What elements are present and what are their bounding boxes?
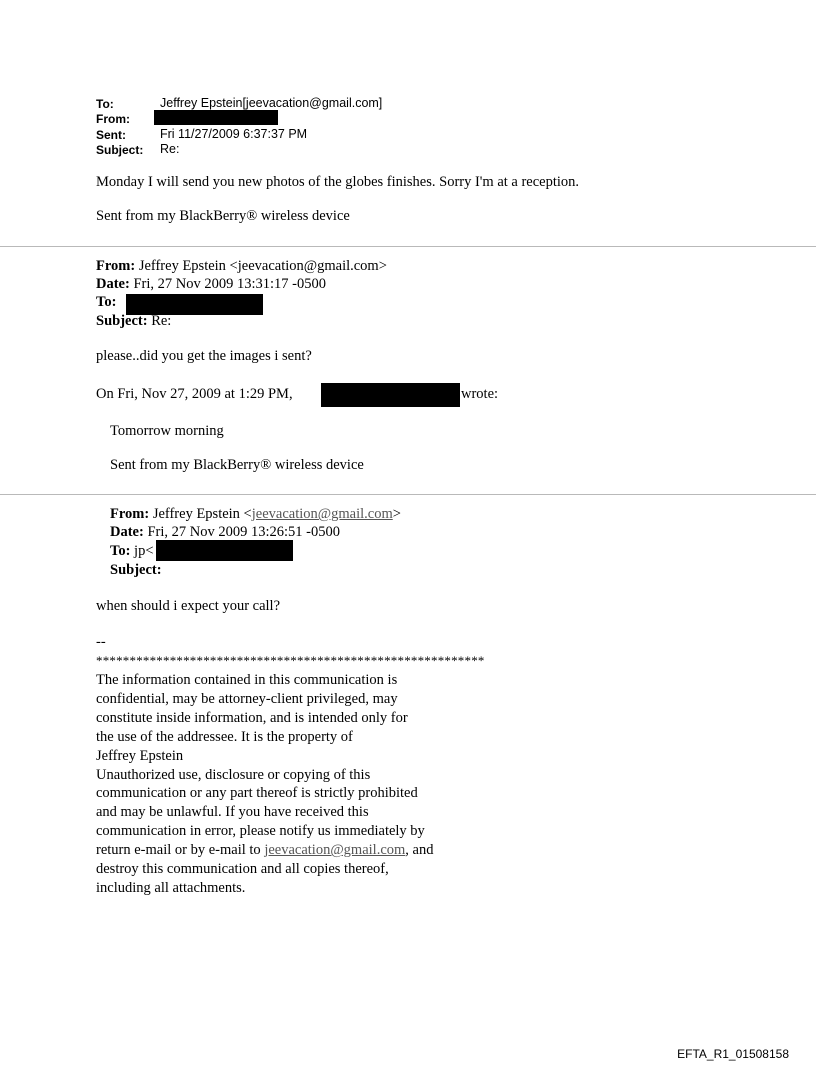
from-label: From: [96,112,130,126]
subject-value: Re: [160,142,180,156]
disclaimer-line: the use of the addressee. It is the property of [96,728,353,745]
stars-separator: ********************************************************** [96,653,485,668]
quoted1-subject-line [96,313,171,330]
disclaimer-line: communication in error, please notify us immediately by [96,823,425,840]
quoted2-subject-line [110,562,162,579]
quoted1-to-line [96,294,116,311]
quoted1-date-value: Fri, 27 Nov 2009 13:31:17 -0500 [133,276,326,292]
divider-1 [0,246,816,247]
quoted1-from-line [96,258,387,275]
quoted2-from-email-link[interactable]: jeevacation@gmail.com [251,506,393,522]
quoted2-date-line [110,524,340,541]
redaction-quoted1-to [126,294,263,315]
quoted1-signature: Sent from my BlackBerry® wireless device [110,457,364,473]
to-label: To: [96,97,114,111]
quoted1-reply: Tomorrow morning [110,423,224,439]
disclaimer-line: confidential, may be attorney-client privileged, may [96,690,398,707]
disclaimer-email-link[interactable]: jeevacation@gmail.com [264,842,406,859]
redaction-quoted1-sender [321,383,460,407]
disclaimer-return-line [96,841,516,860]
quoted1-on-prefix: On Fri, Nov 27, 2009 at 1:29 PM, [96,386,293,402]
message-body: Monday I will send you new photos of the globes finishes. Sorry I'm at a reception. [96,174,580,190]
quoted2-to-line [110,543,154,560]
quoted1-wrote: wrote: [461,386,499,402]
quoted1-to-label: To: [96,294,117,310]
quoted1-date-label: Date: [96,276,130,292]
disclaimer-return-prefix: return e-mail or by e-mail to [96,842,265,859]
quoted2-subject-label: Subject: [110,562,162,578]
disclaimer-line: including all attachments. [96,879,246,896]
quoted2-from-label: From: [110,506,150,522]
quoted1-from-value: Jeffrey Epstein <jeevacation@gmail.com> [138,258,387,274]
quoted2-from-close: > [392,506,401,522]
redaction-quoted2-to [156,540,293,561]
subject-label: Subject: [96,143,144,157]
quoted1-subject-value: Re: [151,313,172,329]
message-signature: Sent from my BlackBerry® wireless device [96,208,350,224]
to-value: Jeffrey Epstein[jeevacation@gmail.com] [160,96,383,110]
quoted2-date-label: Date: [110,524,144,540]
quoted1-body: please..did you get the images i sent? [96,348,312,364]
disclaimer-block [96,671,516,898]
sent-value: Fri 11/27/2009 6:37:37 PM [160,127,308,141]
quoted2-from-line [110,506,401,523]
signature-dashes: -- [96,634,106,650]
quoted2-to-label: To: [110,543,131,559]
disclaimer-return-suffix: , and [405,842,434,859]
disclaimer-line: Unauthorized use, disclosure or copying of this [96,766,371,783]
quoted2-date-value: Fri, 27 Nov 2009 13:26:51 -0500 [147,524,340,540]
divider-2 [0,494,816,495]
disclaimer-line: The information contained in this communication is [96,672,398,688]
quoted2-body: when should i expect your call? [96,598,281,614]
sent-label: Sent: [96,128,126,142]
disclaimer-line: Jeffrey Epstein [96,747,184,764]
quoted2-to-prefix: jp< [134,543,154,559]
disclaimer-line: communication or any part thereof is strictly prohibited [96,785,418,802]
redaction-from [154,110,278,125]
quoted2-from-name: Jeffrey Epstein < [152,506,252,522]
disclaimer-line: and may be unlawful. If you have received this [96,804,369,821]
quoted1-from-label: From: [96,258,136,274]
quoted1-subject-label: Subject: [96,313,148,329]
disclaimer-line: destroy this communication and all copies thereof, [96,861,389,878]
quoted1-date-line [96,276,326,293]
document-id: EFTA_R1_01508158 [677,1047,789,1061]
disclaimer-line: constitute inside information, and is intended only for [96,709,408,726]
